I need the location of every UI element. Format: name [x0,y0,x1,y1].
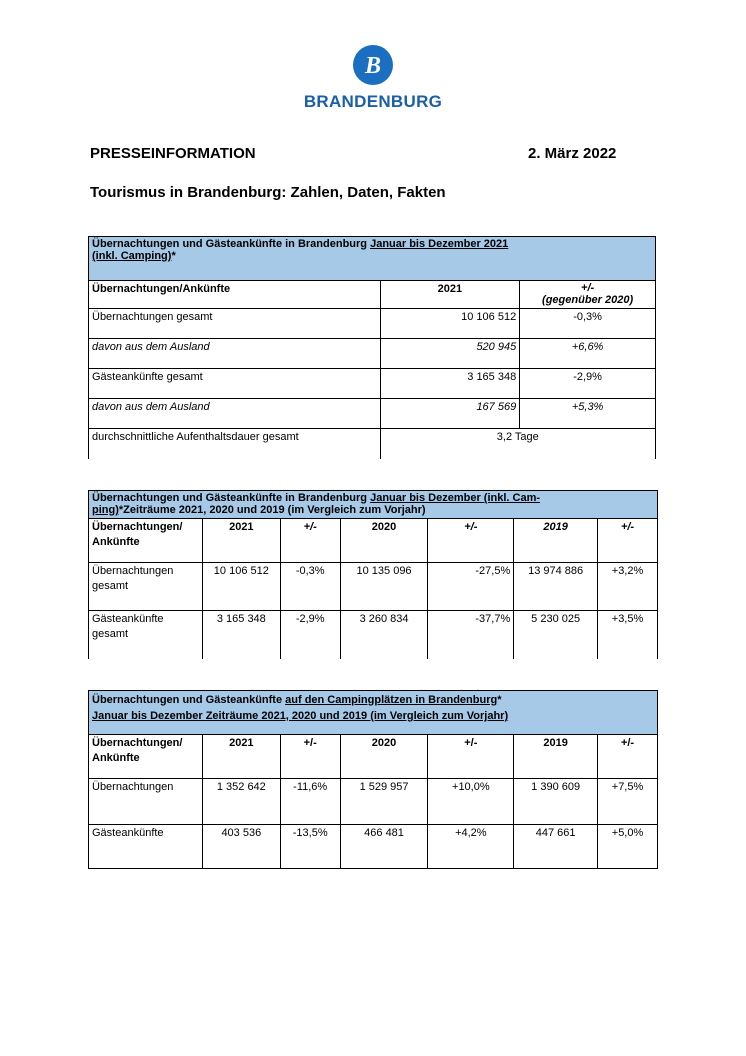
press-label: PRESSEINFORMATION [90,145,256,162]
table-row: Übernachtungen gesamt 10 106 512 -0,3% [89,309,656,339]
table-row: davon aus dem Ausland 167 569 +5,3% [89,399,656,429]
table2-title: Übernachtungen und Gästeankünfte in Brandenburg Januar bis Dezember (inkl. Cam- ping)*Zeiträume 2021, 2020 und 2019 (im Vergleich zum Vorjahr) [89,491,658,519]
table1-header-label: Übernachtungen/Ankünfte [89,281,381,309]
logo-text: BRANDENBURG [303,92,443,111]
page-title: Tourismus in Brandenburg: Zahlen, Daten, Fakten [90,184,446,201]
table-overnights-2021 [88,236,656,459]
table-row: Gästeankünfte gesamt 3 165 348 -2,9% [89,369,656,399]
brandenburg-logo [290,44,456,112]
table3-header-row: Übernachtungen/ Ankünfte 2021 +/- 2020 +/- 2019 +/- [89,735,658,779]
table1-title: Übernachtungen und Gästeankünfte in Brandenburg Januar bis Dezember 2021 (inkl. Camping)* [89,237,656,281]
table-row: Gästeankünfte 403 536 -13,5% 466 481 +4,2% 447 661 +5,0% [89,825,658,869]
table1-header-year: 2021 [380,281,520,309]
table-row: Gästeankünfte gesamt 3 165 348 -2,9% 3 260 834 -37,7% 5 230 025 +3,5% [89,611,658,659]
table2-header-row: Übernachtungen/ Ankünfte 2021 +/- 2020 +/- 2019 +/- [89,519,658,563]
table-camping [88,690,658,869]
table-overnights-comparison [88,490,658,659]
table-row: davon aus dem Ausland 520 945 +6,6% [89,339,656,369]
table-row: Übernachtungen gesamt 10 106 512 -0,3% 10 135 096 -27,5% 13 974 886 +3,2% [89,563,658,611]
press-date: 2. März 2022 [528,145,617,162]
table1-header-change: +/- (gegenüber 2020) [520,281,656,309]
table3-title: Übernachtungen und Gästeankünfte auf den Campingplätzen in Brandenburg* Januar bis Dezember Zeiträume 2021, 2020 und 2019 (im Vergleich zum Vorjahr) [89,691,658,735]
brandenburg-monogram-icon [352,44,394,86]
table-row: durchschnittliche Aufenthaltsdauer gesamt 3,2 Tage [89,429,656,459]
logo-monogram-letter: B [364,53,382,79]
table-row: Übernachtungen 1 352 642 -11,6% 1 529 957 +10,0% 1 390 609 +7,5% [89,779,658,825]
